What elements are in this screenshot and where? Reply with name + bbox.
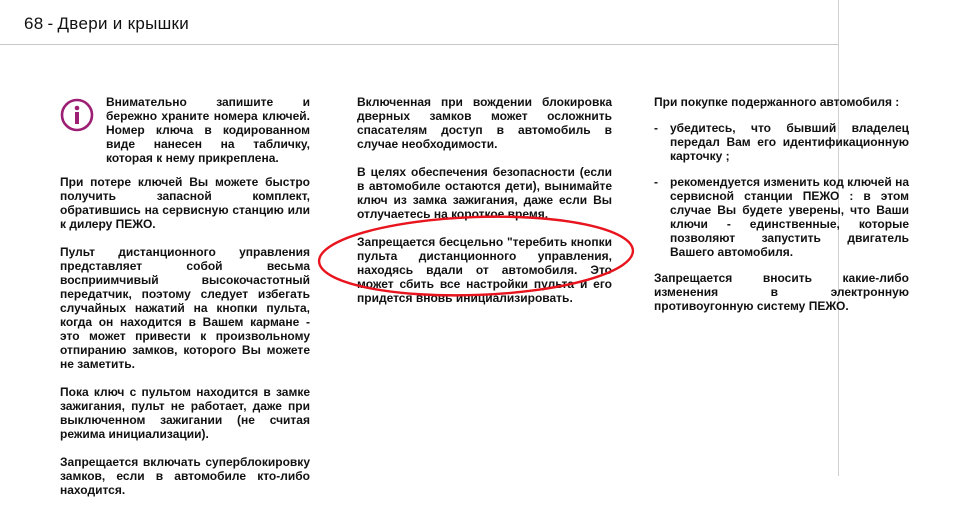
paragraph-antitheft-warning: Запрещается вносить какие-либо изменения в электронную противоугонную систему ПЕЖО. — [654, 271, 909, 313]
paragraph-remote-misuse: Запрещается бесцельно "теребить кнопки пульта дистанционного управления, находясь вдали от автомобиля. Это может сбить все настройки пульта и его придется вновь инициализировать. — [357, 235, 612, 305]
paragraph-superlock-warning: Запрещается включать суперблокировку замков, если в автомобиле кто-либо находится. — [60, 455, 310, 497]
header-divider — [0, 44, 838, 45]
column-2 — [357, 95, 612, 319]
bullet-marker: - — [654, 175, 658, 189]
paragraph-lost-keys: При потере ключей Вы можете быстро получить запасной комплект, обратившись на сервисную станцию или к дилеру ПЕЖО. — [60, 175, 310, 231]
bullet-marker: - — [654, 121, 658, 135]
paragraph-remote-sensitivity: Пульт дистанционного управления представляет собой весьма восприимчивый высокочастотный передатчик, поэтому следует избегать случайных нажатий на кнопки пульта, когда он находится в Вашем кармане - это может привести к произвольному отпиранию замков, которого Вы можете не заметить. — [60, 245, 310, 371]
list-item — [654, 121, 909, 163]
paragraph-key-in-ignition: Пока ключ с пультом находится в замке зажигания, пульт не работает, даже при выключенном зажигании (не считая режима инициализации). — [60, 385, 310, 441]
info-circle-icon — [60, 98, 94, 132]
used-car-intro: При покупке подержанного автомобиля : — [654, 95, 900, 109]
page-header — [24, 14, 189, 34]
column-3 — [654, 95, 909, 325]
column-1 — [60, 95, 310, 511]
info-note-text: Внимательно запишите и бережно храните номера ключей. Номер ключа в кодированном виде нанесен на табличку, которая к нему прикреплена. — [106, 95, 310, 165]
info-note — [60, 95, 310, 165]
paragraph-driving-lock: Включенная при вождении блокировка дверных замков может осложнить спасателям доступ в автомобиль в случае необходимости. — [357, 95, 612, 151]
paragraph-child-safety: В целях обеспечения безопасности (если в автомобиле остаются дети), вынимайте ключ из замка зажигания, даже если Вы отлучаетесь на короткое время. — [357, 165, 612, 221]
section-title: Двери и крышки — [57, 14, 190, 33]
page-number: 68 — [24, 14, 44, 33]
header-separator: - — [47, 14, 54, 33]
bullet-text: убедитесь, что бывший владелец передал Вам его идентификационную карточку ; — [670, 121, 909, 163]
bullet-text: рекомендуется изменить код ключей на сервисной станции ПЕЖО : в этом случае Вы будете уверены, что Ваши ключи - единственные, которые позволяют запустить двигатель Вашего автомобиля. — [670, 175, 909, 259]
list-item — [654, 175, 909, 259]
